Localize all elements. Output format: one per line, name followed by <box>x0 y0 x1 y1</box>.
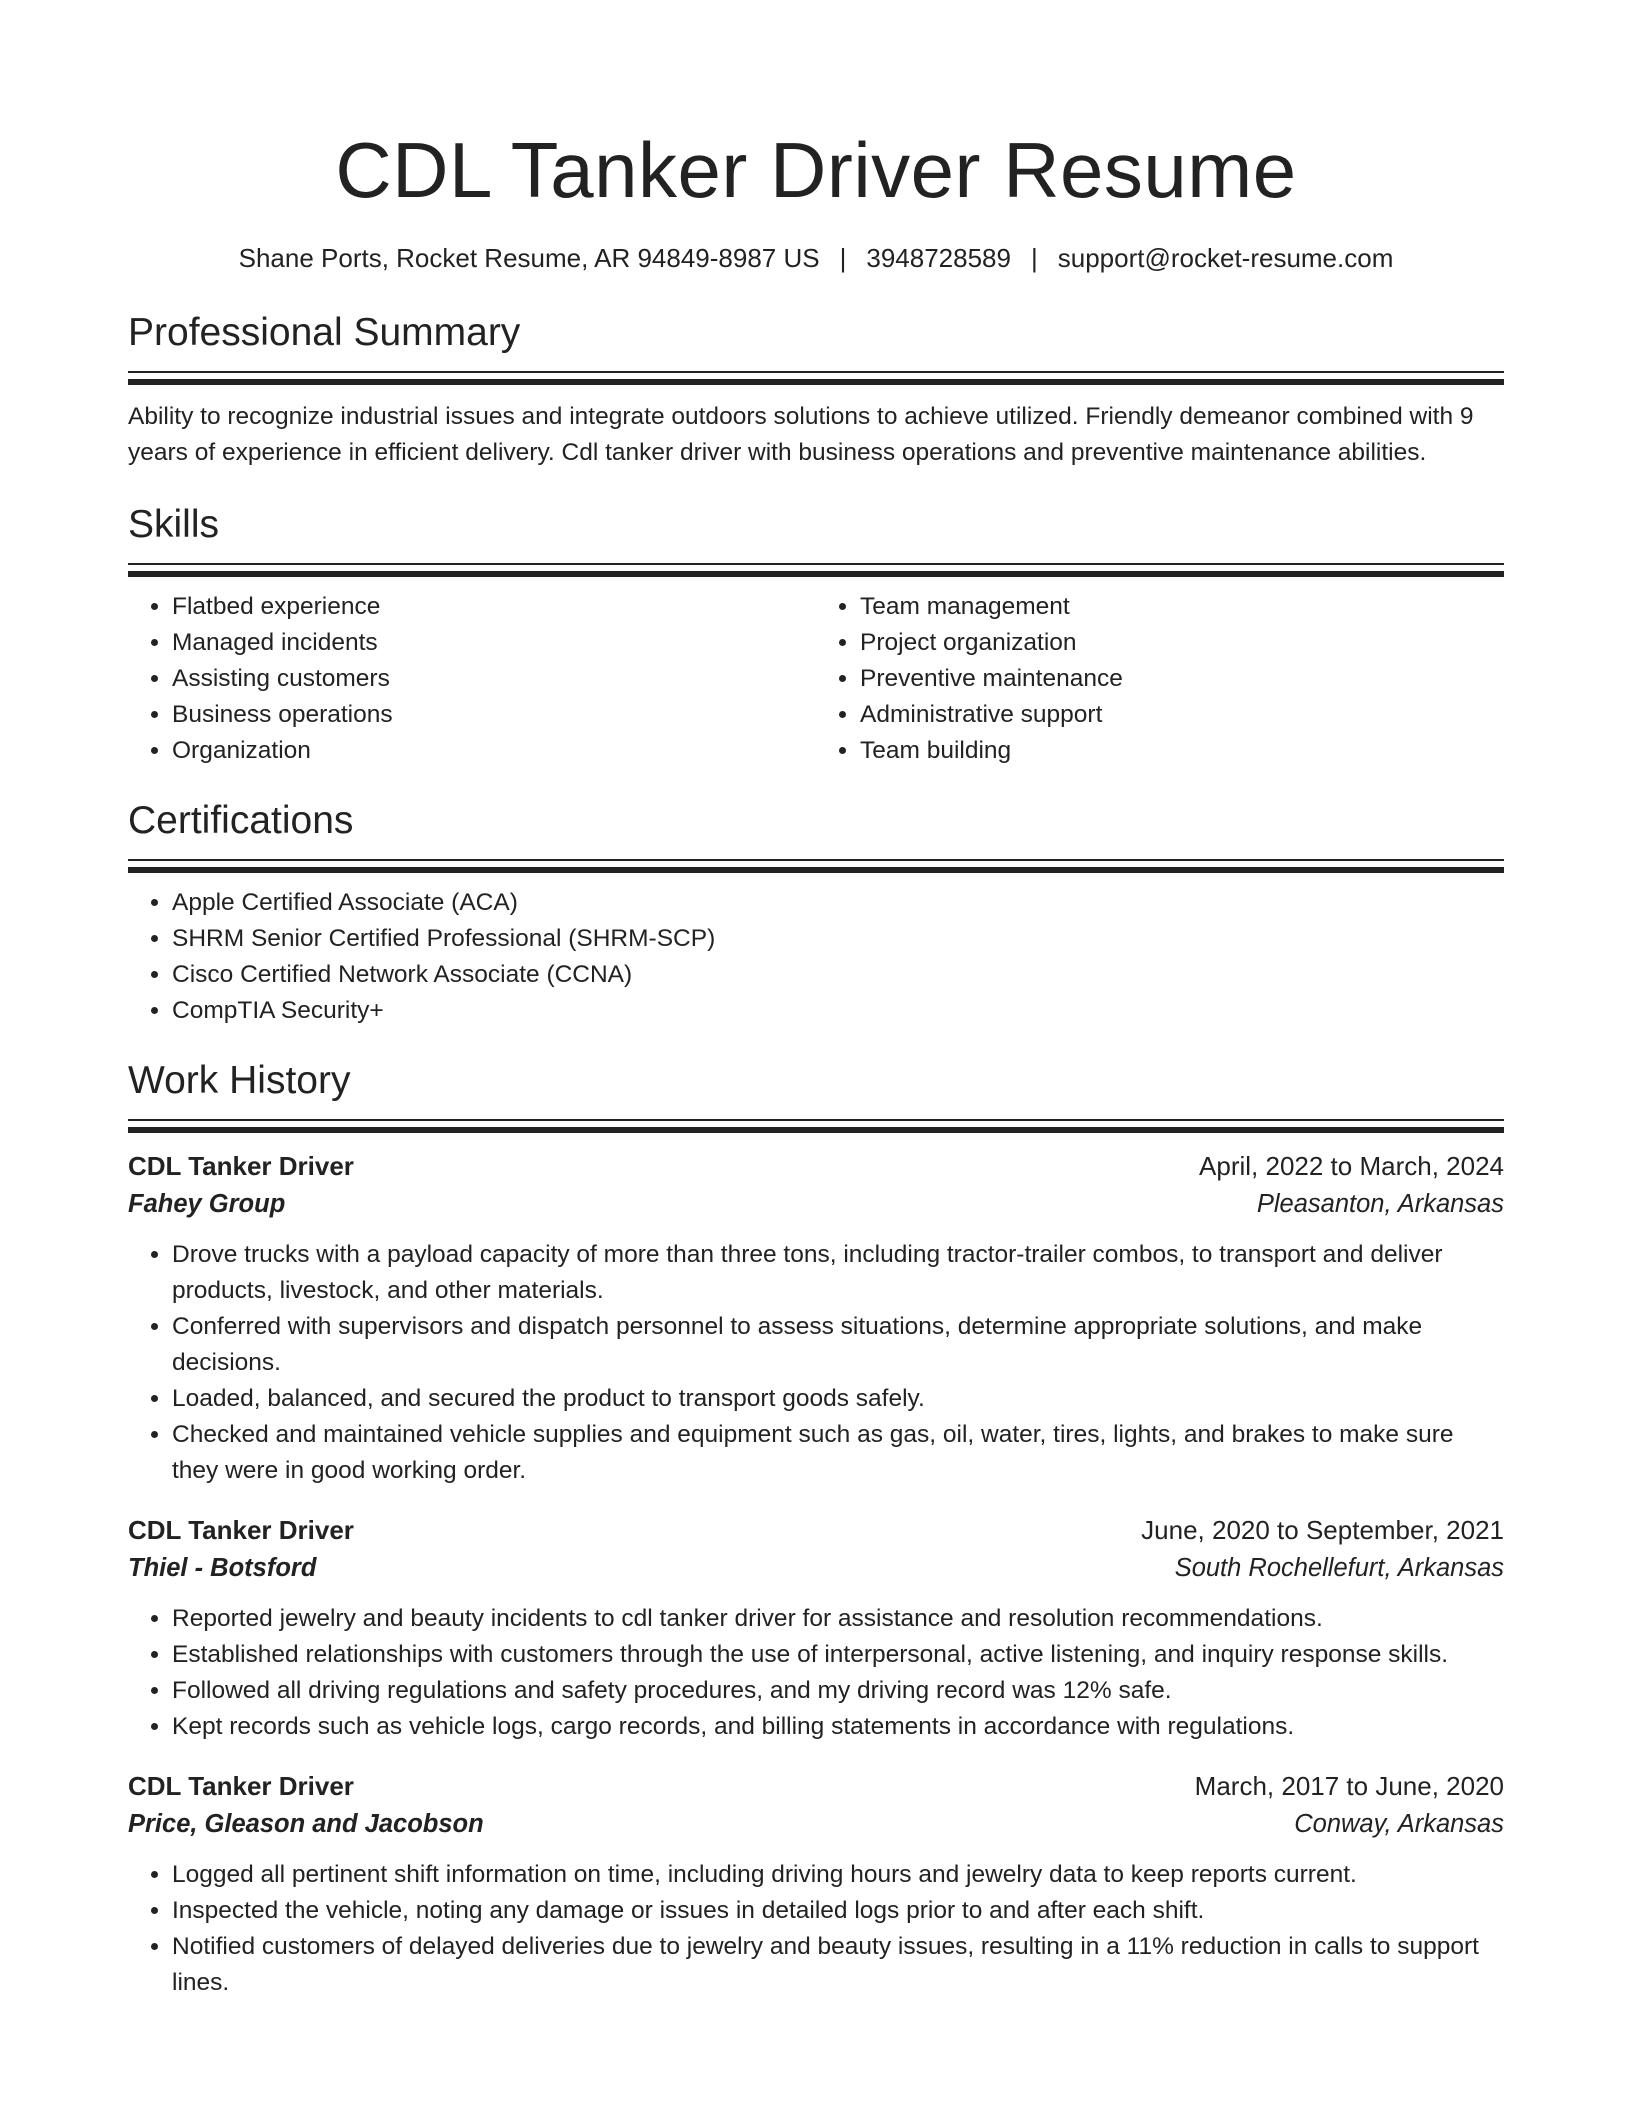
skill-item: • Business operations <box>172 697 816 733</box>
contact-phone: 3948728589 <box>866 243 1011 273</box>
skill-item: • Organization <box>172 733 816 769</box>
job-header <box>128 1147 1504 1185</box>
job-title: CDL Tanker Driver <box>128 1151 354 1181</box>
skill-item: • Assisting customers <box>172 661 816 697</box>
certification-item: • Apple Certified Associate (ACA) <box>172 885 1504 921</box>
skill-item: • Preventive maintenance <box>860 661 1504 697</box>
contact-address: Shane Ports, Rocket Resume, AR 94849-8987 US <box>238 243 820 273</box>
job-entry <box>128 1767 1504 2001</box>
skills-grid <box>128 589 1504 769</box>
skill-item: • Team building <box>860 733 1504 769</box>
job-duty: • Logged all pertinent shift information on time, including driving hours and jewelry data to keep reports current. <box>172 1857 1504 1893</box>
skill-item: • Project organization <box>860 625 1504 661</box>
job-duty: • Conferred with supervisors and dispatch personnel to assess situations, determine appropriate solutions, and make decisions. <box>172 1309 1504 1381</box>
section-rule <box>128 859 1504 861</box>
job-dates: March, 2017 to June, 2020 <box>1194 1771 1504 1801</box>
section-rule-thick <box>128 379 1504 385</box>
section-rule <box>128 1119 1504 1121</box>
job-duty: • Reported jewelry and beauty incidents to cdl tanker driver for assistance and resolution recommendations. <box>172 1601 1504 1637</box>
certifications-heading: Certifications <box>128 799 354 842</box>
skills-heading: Skills <box>128 503 220 546</box>
skill-item: • Flatbed experience <box>172 589 816 625</box>
section-rule-thick <box>128 1127 1504 1133</box>
resume-title: CDL Tanker Driver Resume <box>335 126 1297 214</box>
job-duty: • Checked and maintained vehicle supplies and equipment such as gas, oil, water, tires, lights, and brakes to make sure they were in good working order. <box>172 1417 1504 1489</box>
job-duty: • Followed all driving regulations and safety procedures, and my driving record was 12% safe. <box>172 1673 1504 1709</box>
job-title: CDL Tanker Driver <box>128 1515 354 1545</box>
job-subheader <box>128 1549 1504 1587</box>
skills-list-left <box>128 589 816 769</box>
job-duties <box>128 1237 1504 1489</box>
certification-item: • Cisco Certified Network Associate (CCNA) <box>172 957 1504 993</box>
resume-page <box>128 0 1504 2001</box>
job-duties <box>128 1601 1504 1745</box>
contact-separator: | <box>839 243 847 273</box>
job-company: Thiel - Botsford <box>128 1554 317 1582</box>
job-company: Price, Gleason and Jacobson <box>128 1810 484 1838</box>
job-header <box>128 1511 1504 1549</box>
contact-separator: | <box>1030 243 1038 273</box>
job-duty: • Kept records such as vehicle logs, cargo records, and billing statements in accordance with regulations. <box>172 1709 1504 1745</box>
job-location: South Rochellefurt, Arkansas <box>1174 1554 1504 1582</box>
summary-heading: Professional Summary <box>128 311 521 354</box>
job-subheader <box>128 1185 1504 1223</box>
section-rule <box>128 563 1504 565</box>
job-subheader <box>128 1805 1504 1843</box>
job-location: Pleasanton, Arkansas <box>1256 1190 1504 1218</box>
job-entry <box>128 1147 1504 1489</box>
skills-list-right <box>816 589 1504 769</box>
summary-text: Ability to recognize industrial issues and integrate outdoors solutions to achieve utilized. Friendly demeanor combined with 9 years of experience in efficient delivery. Cdl tanker driver with business operations and preventive maintenance abilities. <box>128 403 1474 466</box>
contact-email: support@rocket-resume.com <box>1057 243 1394 273</box>
skill-item: • Administrative support <box>860 697 1504 733</box>
job-title: CDL Tanker Driver <box>128 1771 354 1801</box>
job-duty: • Established relationships with customers through the use of interpersonal, active listening, and inquiry response skills. <box>172 1637 1504 1673</box>
certifications-section <box>128 797 1504 1029</box>
section-rule-thick <box>128 571 1504 577</box>
job-location: Conway, Arkansas <box>1294 1810 1504 1838</box>
certification-item: • SHRM Senior Certified Professional (SHRM-SCP) <box>172 921 1504 957</box>
job-duty: • Inspected the vehicle, noting any damage or issues in detailed logs prior to and after each shift. <box>172 1893 1504 1929</box>
job-dates: June, 2020 to September, 2021 <box>1141 1515 1504 1545</box>
work-history-section <box>128 1057 1504 2001</box>
certifications-list <box>128 885 1504 1029</box>
job-duties <box>128 1857 1504 2001</box>
job-header <box>128 1767 1504 1805</box>
certification-item: • CompTIA Security+ <box>172 993 1504 1029</box>
job-dates: April, 2022 to March, 2024 <box>1199 1151 1504 1181</box>
skill-item: • Managed incidents <box>172 625 816 661</box>
work-history-heading: Work History <box>128 1059 351 1102</box>
section-rule-thick <box>128 867 1504 873</box>
job-duty: • Loaded, balanced, and secured the product to transport goods safely. <box>172 1381 1504 1417</box>
job-company: Fahey Group <box>128 1190 286 1218</box>
summary-section <box>128 309 1504 471</box>
job-duty: • Drove trucks with a payload capacity of more than three tons, including tractor-trailer combos, to transport and deliver products, livestock, and other materials. <box>172 1237 1504 1309</box>
job-entry <box>128 1511 1504 1745</box>
section-rule <box>128 371 1504 373</box>
contact-line <box>128 241 1504 275</box>
job-duty: • Notified customers of delayed deliveries due to jewelry and beauty issues, resulting in a 11% reduction in calls to support lines. <box>172 1929 1504 2001</box>
skills-section <box>128 501 1504 769</box>
skill-item: • Team management <box>860 589 1504 625</box>
